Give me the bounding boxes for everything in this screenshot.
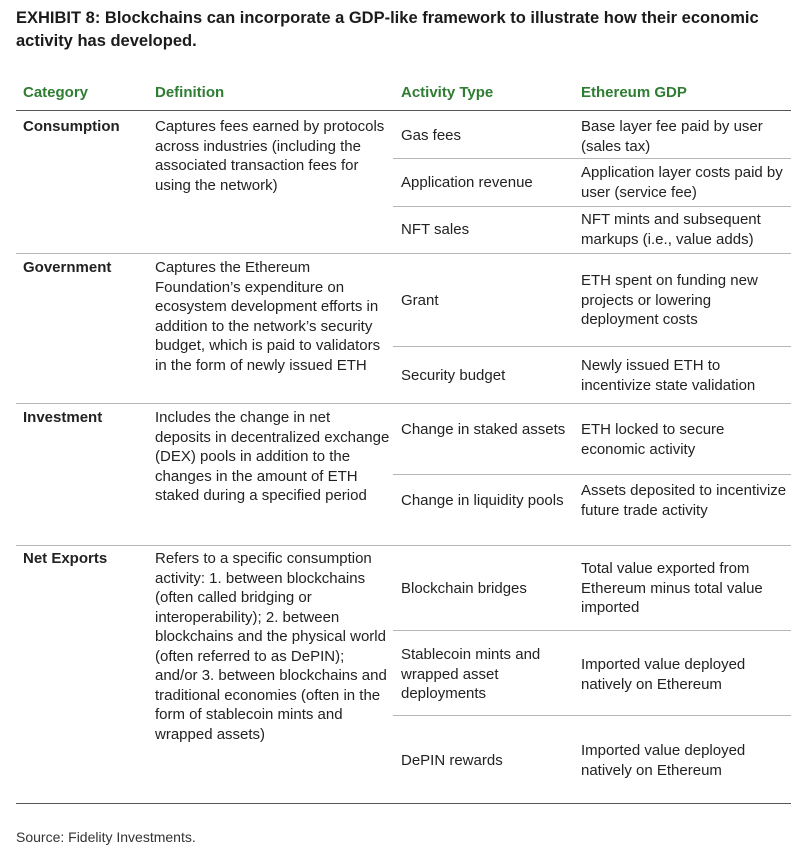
exhibit-title: EXHIBIT 8: Blockchains can incorporate a GDP-like framework to illustrate how their economic activity has developed. bbox=[16, 9, 759, 50]
section-divider bbox=[16, 545, 791, 546]
table-bottom-rule bbox=[16, 803, 791, 804]
definition-consumption: Captures fees earned by protocols across industries (including the associated transaction fees for using the network) bbox=[155, 118, 385, 194]
gdp-nft-sales: NFT mints and subsequent markups (i.e., value adds) bbox=[581, 211, 761, 248]
gdp-stablecoin-mints: Imported value deployed natively on Ethereum bbox=[581, 656, 746, 693]
header-category: Category bbox=[23, 84, 89, 101]
activity-stablecoin-mints: Stablecoin mints and wrapped asset deployments bbox=[401, 646, 541, 702]
row-divider bbox=[393, 158, 791, 159]
section-divider bbox=[16, 403, 791, 404]
definition-government: Captures the Ethereum Foundation’s expenditure on ecosystem development efforts in addition to the network’s security budget, which is paid to validators in the form of newly issued ETH bbox=[155, 259, 381, 374]
gdp-change-in-liquidity-pools: Assets deposited to incentivize future trade activity bbox=[581, 482, 787, 519]
row-divider bbox=[393, 715, 791, 716]
activity-gas-fees: Gas fees bbox=[401, 127, 462, 144]
row-divider bbox=[393, 346, 791, 347]
definition-investment: Includes the change in net deposits in decentralized exchange (DEX) pools in addition to the changes in the amount of ETH staked during a specified period bbox=[155, 409, 390, 504]
header-definition: Definition bbox=[155, 84, 225, 101]
gdp-application-revenue: Application layer costs paid by user (service fee) bbox=[581, 164, 783, 201]
activity-application-revenue: Application revenue bbox=[401, 174, 533, 191]
activity-grant: Grant bbox=[401, 292, 439, 309]
header-activity-type: Activity Type bbox=[401, 84, 494, 101]
header-rule bbox=[16, 110, 791, 111]
gdp-depin-rewards: Imported value deployed natively on Ethereum bbox=[581, 742, 746, 779]
gdp-gas-fees: Base layer fee paid by user (sales tax) bbox=[581, 118, 763, 155]
activity-change-in-liquidity-pools: Change in liquidity pools bbox=[401, 492, 564, 509]
activity-blockchain-bridges: Blockchain bridges bbox=[401, 580, 527, 597]
gdp-change-in-staked-assets: ETH locked to secure economic activity bbox=[581, 421, 725, 458]
row-divider bbox=[393, 630, 791, 631]
header-ethereum-gdp: Ethereum GDP bbox=[581, 84, 687, 101]
category-government: Government bbox=[23, 259, 112, 276]
activity-nft-sales: NFT sales bbox=[401, 221, 470, 238]
category-net-exports: Net Exports bbox=[23, 550, 108, 567]
category-investment: Investment bbox=[23, 409, 103, 426]
gdp-blockchain-bridges: Total value exported from Ethereum minus total value imported bbox=[581, 560, 763, 616]
source-note: Source: Fidelity Investments. bbox=[16, 829, 196, 845]
activity-security-budget: Security budget bbox=[401, 367, 506, 384]
activity-depin-rewards: DePIN rewards bbox=[401, 752, 503, 769]
gdp-security-budget: Newly issued ETH to incentivize state validation bbox=[581, 357, 756, 394]
row-divider bbox=[393, 206, 791, 207]
activity-change-in-staked-assets: Change in staked assets bbox=[401, 421, 566, 438]
row-divider bbox=[393, 474, 791, 475]
section-divider bbox=[16, 253, 791, 254]
gdp-grant: ETH spent on funding new projects or lowering deployment costs bbox=[581, 272, 758, 328]
category-consumption: Consumption bbox=[23, 118, 120, 135]
definition-net-exports: Refers to a specific consumption activity: 1. between blockchains (often called bridging or interoperability); 2. between blockchains and the physical world (often referred to as DePIN); and/or 3. between blockchains and traditional economies (often in the form of stablecoin mints and wrapped assets) bbox=[155, 550, 387, 743]
